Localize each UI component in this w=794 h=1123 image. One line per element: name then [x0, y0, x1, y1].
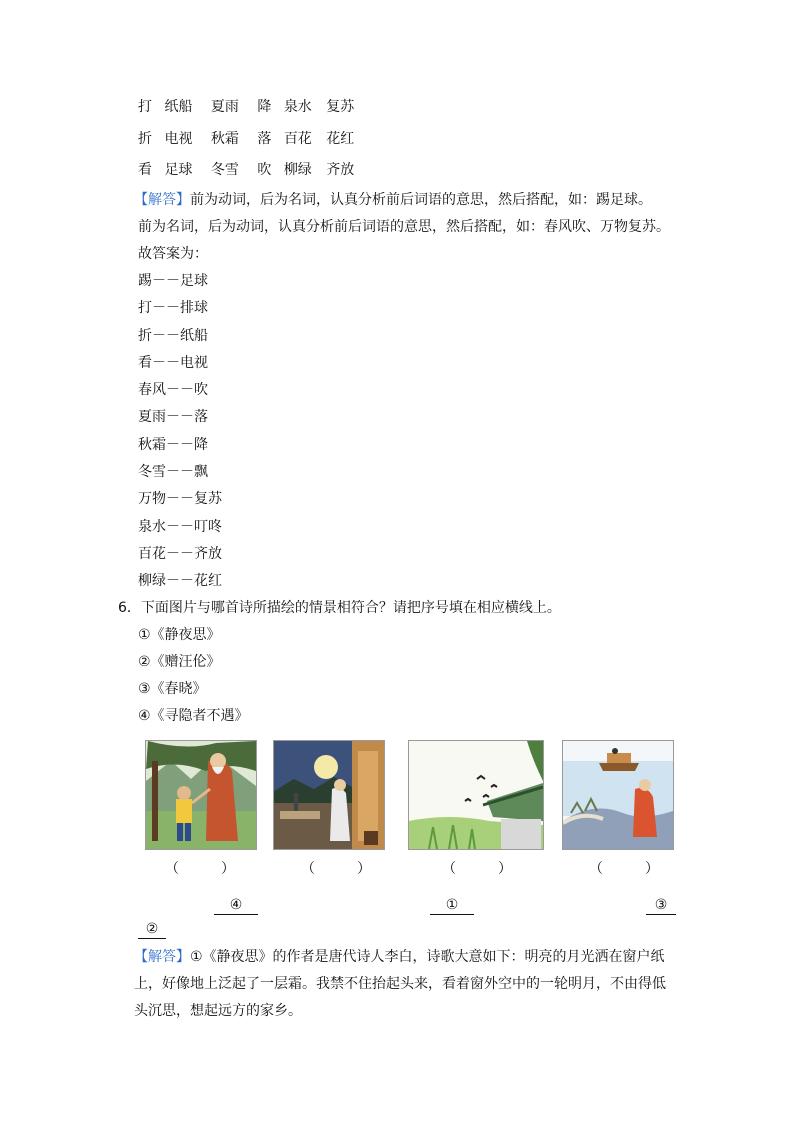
matching-row-1 — [138, 97, 362, 117]
match-word: 复苏 — [326, 99, 355, 115]
answer-list — [138, 271, 222, 599]
poem-option: ②《赠汪伦》 — [138, 654, 221, 670]
list-item: 踢－－足球 — [138, 273, 208, 289]
match-word: 夏雨 — [210, 99, 239, 115]
match-word: 看 — [138, 162, 152, 178]
match-word: 花红 — [326, 131, 355, 147]
answer-line-1 — [134, 190, 652, 210]
match-word: 吹 — [257, 162, 272, 178]
poem-option: ④《寻隐者不遇》 — [138, 708, 249, 724]
answer-text: 故答案为： — [138, 246, 208, 262]
match-word: 降 — [257, 99, 272, 115]
answer-text: 前为名词，后为动词，认真分析前后词语的意思，然后搭配，如：春风吹、万物复苏。 — [138, 219, 670, 235]
answer-blank-3[interactable]: ③ — [646, 896, 676, 915]
picture-4-boat-farewell — [562, 740, 674, 850]
matching-row-3 — [138, 160, 362, 180]
list-item: 泉水－－叮咚 — [138, 518, 222, 535]
picture-3-spring-birds — [408, 740, 544, 850]
match-word: 冬雪 — [210, 162, 239, 178]
list-item: 打－－排球 — [138, 300, 208, 317]
question-6-title: 6．下面图片与哪首诗所描绘的情景相符合？请把序号填在相应横线上。 — [118, 600, 561, 616]
match-word: 百花 — [283, 131, 312, 147]
list-item: 夏雨－－落 — [138, 409, 208, 426]
match-word: 泉水 — [283, 99, 312, 115]
match-word: 电视 — [164, 131, 193, 147]
match-word: 足球 — [164, 162, 193, 178]
list-item: 万物－－复苏 — [138, 491, 222, 508]
list-item: 柳绿－－花红 — [138, 573, 222, 590]
picture-2-moonlit-room — [273, 740, 385, 850]
match-word: 齐放 — [326, 162, 355, 178]
list-item: 冬雪－－飘 — [138, 464, 208, 481]
match-word: 柳绿 — [283, 162, 312, 178]
answer-paren-4[interactable]: （ ） — [589, 861, 659, 877]
list-item: 春风－－吹 — [138, 382, 208, 399]
question-6-explanation — [134, 944, 674, 1025]
match-word: 秋霜 — [210, 131, 239, 147]
answer-tag: 【解答】 — [134, 192, 190, 208]
answer-paren-1[interactable]: （ ） — [165, 861, 235, 877]
matching-row-2 — [138, 129, 362, 149]
list-item: 秋霜－－降 — [138, 436, 208, 453]
answer-line-3 — [138, 244, 208, 264]
list-item: 看－－电视 — [138, 354, 208, 371]
answer-paren-3[interactable]: （ ） — [442, 861, 512, 877]
poem-option: ③《春晓》 — [138, 681, 207, 697]
match-word: 打 — [138, 99, 152, 115]
answer-line-2 — [138, 217, 670, 237]
explanation-tag: 【解答】 — [134, 949, 190, 965]
picture-1-boy-and-hermit — [145, 740, 257, 850]
answer-blank-4[interactable]: ② — [138, 920, 166, 939]
explanation-text: ①《静夜思》的作者是唐代诗人李白，诗歌大意如下：明亮的月光洒在窗户纸上，好像地上泛起了一层霜。我禁不住抬起头来，看着窗外空中的一轮明月，不由得低头沉思，想起远方的家乡。 — [134, 949, 666, 1019]
poem-option: ①《静夜思》 — [138, 627, 221, 643]
answer-text: 前为动词，后为名词，认真分析前后词语的意思，然后搭配，如：踢足球。 — [190, 192, 652, 208]
match-word: 折 — [138, 131, 152, 147]
list-item: 百花－－齐放 — [138, 545, 222, 562]
answer-paren-2[interactable]: （ ） — [301, 861, 371, 877]
answer-blank-1[interactable]: ④ — [214, 896, 258, 915]
match-word: 落 — [257, 131, 272, 147]
list-item: 折－－纸船 — [138, 327, 208, 344]
poem-options — [138, 625, 249, 733]
match-word: 纸船 — [164, 99, 193, 115]
answer-blank-2[interactable]: ① — [430, 896, 474, 915]
